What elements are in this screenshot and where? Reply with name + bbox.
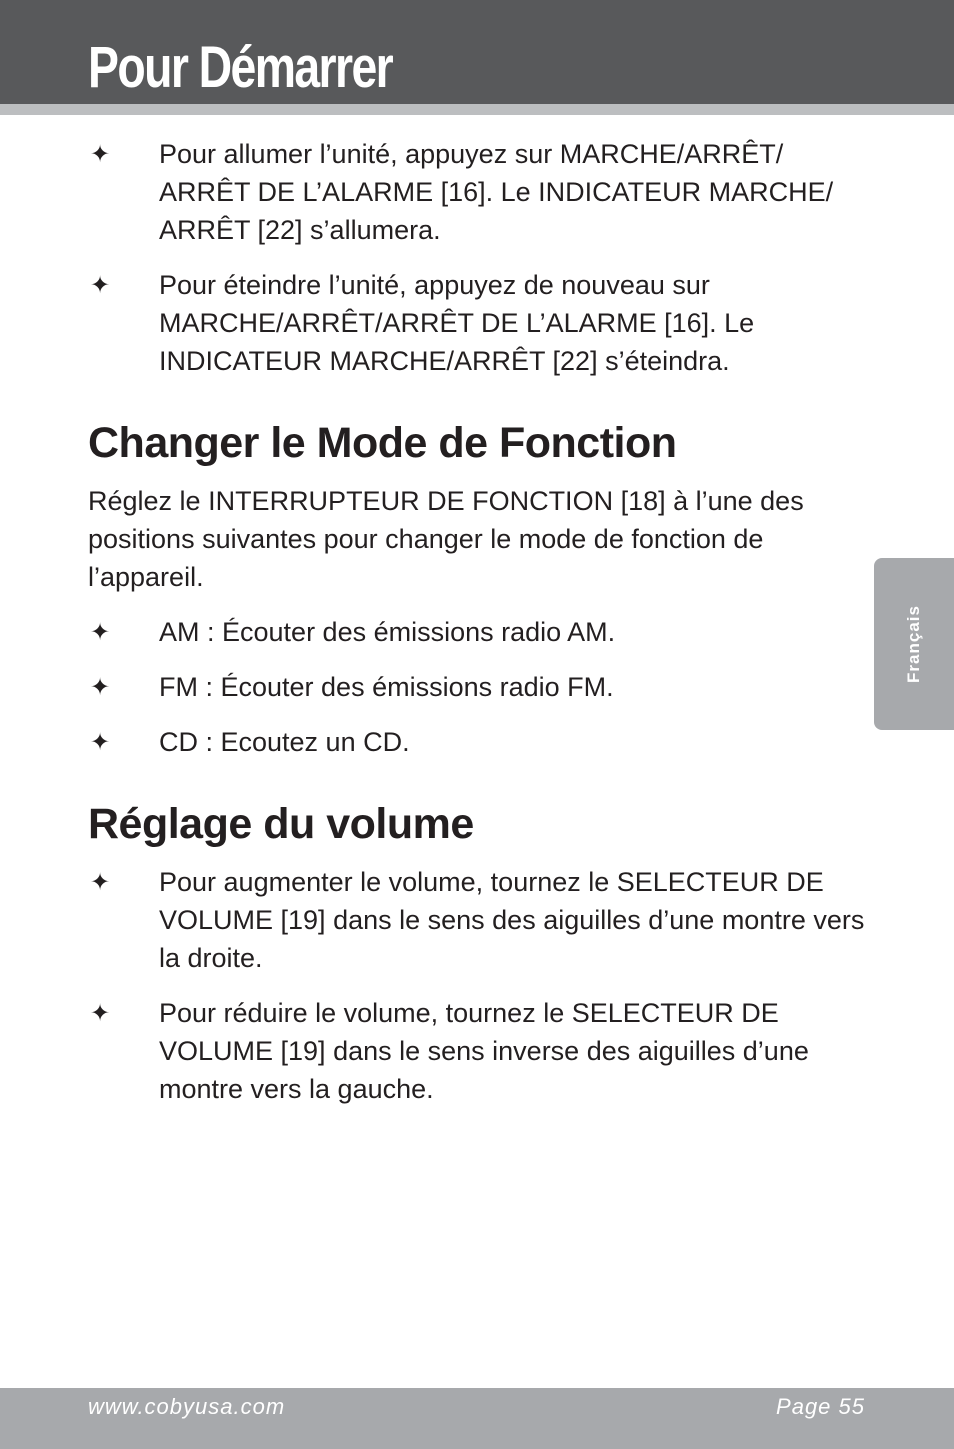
four-point-star-icon: ✦ xyxy=(90,673,111,701)
header-divider xyxy=(0,104,954,115)
list-item-text: Pour allumer l’unité, appuyez sur MARCHE/ARRÊT/ ARRÊT DE L’ALARME [16]. Le INDICATEUR MARCHE/ ARRÊT [22] s’allumera. xyxy=(159,139,834,245)
four-point-star-icon: ✦ xyxy=(90,140,111,168)
four-point-star-icon: ✦ xyxy=(90,618,111,646)
list-item-text: Pour éteindre l’unité, appuyez de nouveau sur MARCHE/ARRÊT/ARRÊT DE L’ALARME [16]. Le INDICATEUR MARCHE/ARRÊT [22] s’éteindra. xyxy=(159,270,755,376)
section-intro: Réglez le INTERRUPTEUR DE FONCTION [18] à l’une des positions suivantes pour changer le mode de fonction de l’appareil. xyxy=(88,486,804,592)
power-instructions-list xyxy=(88,135,868,380)
list-item-text: FM : Écouter des émissions radio FM. xyxy=(159,672,614,702)
list-item-text: Pour augmenter le volume, tournez le SELECTEUR DE VOLUME [19] dans le sens des aiguilles d’une montre vers la droite. xyxy=(159,867,865,973)
language-tab-label: Français xyxy=(904,605,923,683)
volume-instructions-list xyxy=(88,863,868,1108)
four-point-star-icon: ✦ xyxy=(90,999,111,1027)
page-footer xyxy=(0,1388,954,1449)
four-point-star-icon: ✦ xyxy=(90,271,111,299)
list-item xyxy=(88,863,868,977)
list-item xyxy=(88,613,868,651)
list-item xyxy=(88,723,868,761)
footer-url: www.cobyusa.com xyxy=(88,1394,286,1419)
section-heading-volume: Réglage du volume xyxy=(88,800,474,848)
section-heading-function-mode: Changer le Mode de Fonction xyxy=(88,419,677,467)
language-tab xyxy=(874,558,954,730)
list-item-text: CD : Ecoutez un CD. xyxy=(159,727,410,757)
page-number: Page 55 xyxy=(776,1394,865,1419)
four-point-star-icon: ✦ xyxy=(90,868,111,896)
list-item xyxy=(88,266,868,380)
function-mode-list xyxy=(88,613,868,761)
main-content xyxy=(88,135,868,1125)
list-item xyxy=(88,135,868,249)
list-item-text: AM : Écouter des émissions radio AM. xyxy=(159,617,616,647)
page-header xyxy=(0,0,954,104)
list-item-text: Pour réduire le volume, tournez le SELECTEUR DE VOLUME [19] dans le sens inverse des aiguilles d’une montre vers la gauche. xyxy=(159,998,809,1104)
list-item xyxy=(88,994,868,1108)
four-point-star-icon: ✦ xyxy=(90,728,111,756)
list-item xyxy=(88,668,868,706)
page-title: Pour Démarrer xyxy=(88,35,393,100)
